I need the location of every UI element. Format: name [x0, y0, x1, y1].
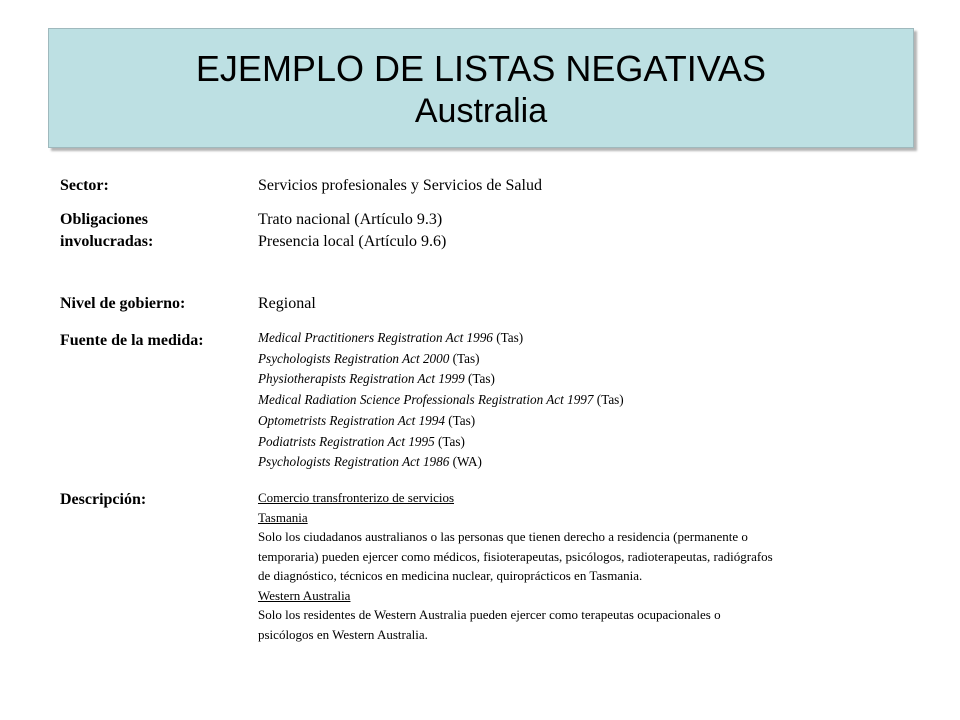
source-act: Medical Practitioners Registration Act 1996: [258, 330, 493, 345]
source-item: [258, 390, 624, 411]
description-line: de diagnóstico, técnicos en medicina nuclear, quiroprácticos en Tasmania.: [258, 568, 643, 583]
sector-value: Servicios profesionales y Servicios de Salud: [258, 177, 542, 194]
source-item: [258, 328, 624, 349]
title-box: [48, 28, 914, 148]
source-jurisdiction: (WA): [452, 454, 482, 470]
sector-label: Sector:: [60, 177, 109, 194]
page-subtitle: Australia: [414, 92, 548, 130]
source-item: [258, 452, 624, 473]
source-item: [258, 411, 624, 432]
government-level-value: Regional: [258, 295, 316, 312]
description-heading: Comercio transfronterizo de servicios: [258, 490, 455, 505]
source-jurisdiction: (Tas): [596, 392, 624, 408]
obligation-item: Presencia local (Artículo 9.6): [258, 233, 447, 250]
obligations-label: [60, 209, 153, 253]
source-act: Psychologists Registration Act 2000: [258, 350, 450, 366]
source-jurisdiction: (Tas): [448, 412, 476, 428]
obligations-label-line1: Obligaciones: [60, 211, 149, 228]
source-jurisdiction: (Tas): [438, 433, 465, 449]
wa-heading: Western Australia: [258, 587, 351, 603]
description-body: [258, 488, 908, 644]
source-act: Physiotherapists Registration Act 1999: [258, 371, 465, 387]
source-list: [258, 328, 624, 473]
description-label: Descripción:: [60, 491, 147, 508]
page-title: EJEMPLO DE LISTAS NEGATIVAS: [195, 48, 767, 89]
source-act: Medical Radiation Science Professionals Registration Act 1997: [258, 392, 594, 408]
source-label: Fuente de la medida:: [60, 332, 204, 349]
source-jurisdiction: (Tas): [496, 330, 524, 345]
obligations-label-line2: involucradas:: [60, 233, 154, 250]
description-line: Solo los ciudadanos australianos o las personas que tienen derecho a residencia (permanente o: [258, 529, 748, 544]
tasmania-heading: Tasmania: [258, 509, 308, 525]
description-line: temporaria) pueden ejercer como médicos, fisioterapeutas, psicólogos, radioterapeutas, radiógrafos: [258, 548, 773, 564]
source-jurisdiction: (Tas): [452, 350, 480, 366]
source-act: Psychologists Registration Act 1986: [258, 454, 450, 470]
obligation-item: Trato nacional (Artículo 9.3): [258, 211, 443, 228]
source-jurisdiction: (Tas): [468, 371, 495, 387]
source-act: Optometrists Registration Act 1994: [258, 412, 445, 428]
source-item: [258, 369, 624, 390]
description-line: Solo los residentes de Western Australia pueden ejercer como terapeutas ocupacionales o: [258, 607, 721, 622]
source-item: [258, 432, 624, 453]
source-act: Podiatrists Registration Act 1995: [258, 433, 435, 449]
source-item: [258, 349, 624, 370]
government-level-label: Nivel de gobierno:: [60, 295, 186, 312]
description-line: psicólogos en Western Australia.: [258, 626, 428, 642]
obligations-values: [258, 209, 446, 253]
